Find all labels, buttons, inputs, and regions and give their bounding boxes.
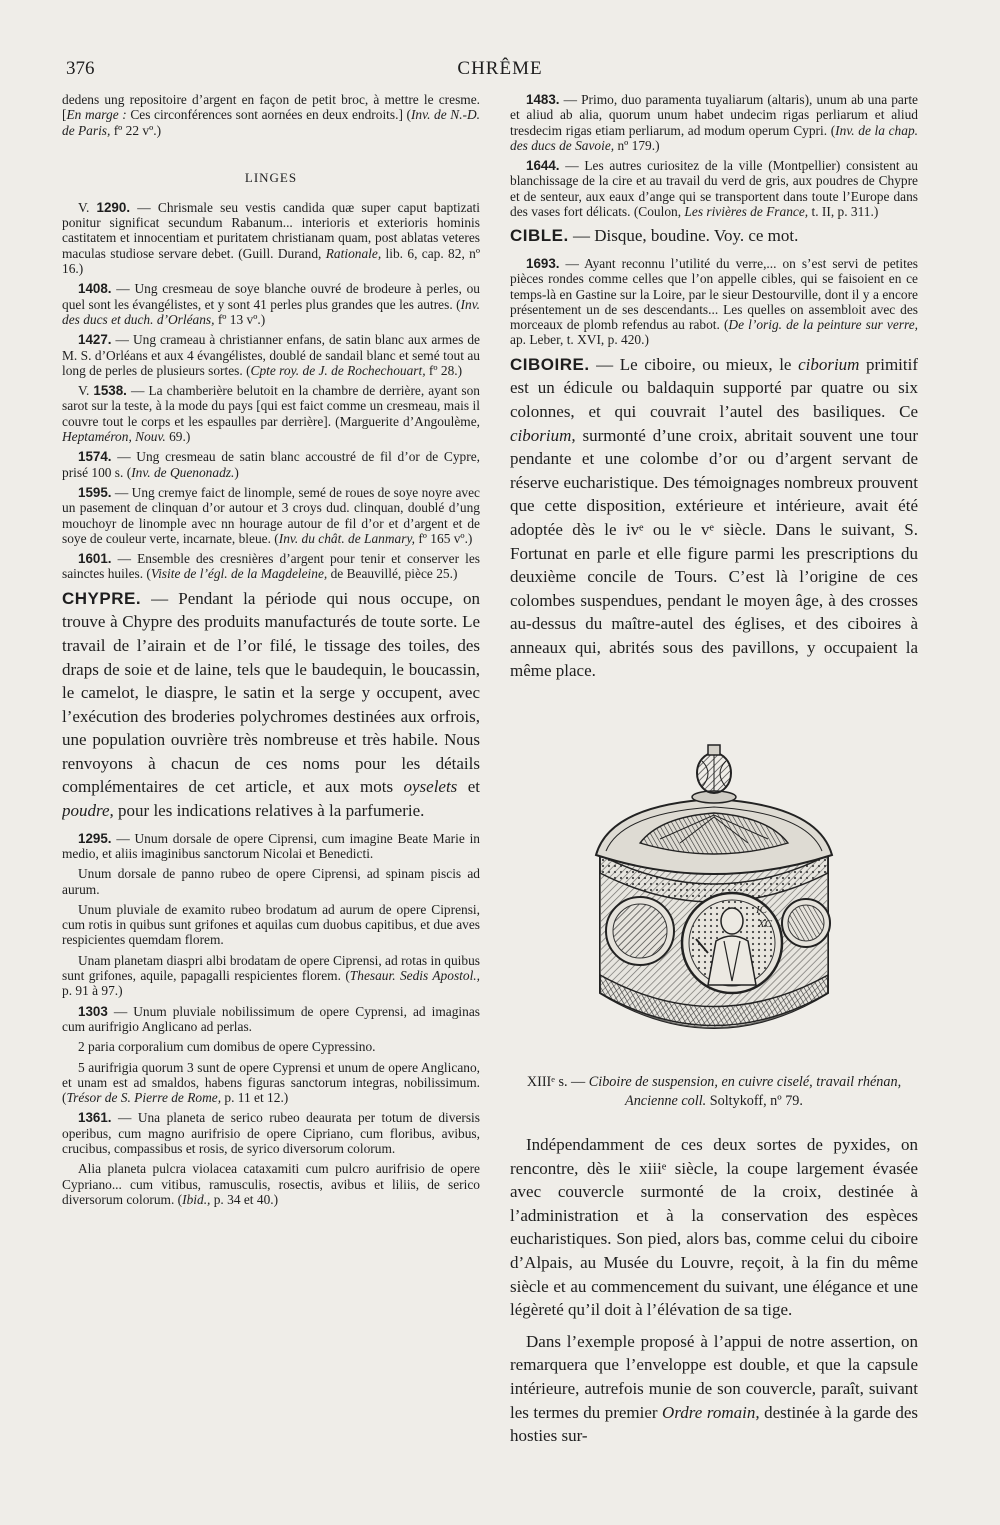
entry-1595: 1595. — Ung cremye faict de linomple, semé de roues de soye noyre avec un pasement de clinquan d’or autour et 3 croys dud. clinquan, doublé d’ung mouchoyr de linomple avec nn hourage autour de fil d’or et d’argent et de soye de couleur verte, incarnate, bleue. (Inv. du chât. de Lanmary, fº 165 vº.) bbox=[62, 484, 480, 546]
running-title: CHRÊME bbox=[457, 58, 543, 79]
entry-1295-item: Unam planetam diaspri albi brodatam de opere Ciprensi, ad rotas in quibus sunt grifones, aquile, papagalli respicientes florem. (Thesaur. Sedis Apostol., p. 91 à 97.) bbox=[62, 952, 480, 999]
entry-number: 1427. bbox=[78, 332, 112, 348]
entry-1644: 1644. — Les autres curiositez de la ville (Montpellier) consistent au blanchissage de la cire et au travail du verd de gris, aux poudres de Chypre et de senteur, aux eaux d’ange qui se transportent dans toute l’Europe dans des vases fort délicats. (Coulon, Les rivières de France, t. II, p. 311.) bbox=[510, 158, 918, 220]
entry-1483: 1483. — Primo, duo paramenta tuyaliarum (altaris), unum ab una parte et aliud ab alia, quorum unum habet undecim rigas perliarum et aliud tresdecim rigas etiam perliarum, ad modum operum Cypri. (Inv. de la chap. des ducs de Savoie, nº 179.) bbox=[510, 92, 918, 153]
entry-number: 1601. bbox=[78, 551, 112, 567]
entry-1295-item: Unum dorsale de panno rubeo de opere Ciprensi, ad spinam piscis ad aurum. bbox=[62, 866, 480, 897]
right-column bbox=[510, 92, 918, 1502]
headword-chypre: CHYPRE. bbox=[62, 588, 142, 608]
headword-ciboire: CIBOIRE. bbox=[510, 354, 590, 374]
entry-1408: 1408. — Ung cresmeau de soye blanche ouvré de brodeure à perles, ou quel sont les évangélistes, et y sont 41 perles plus grandes que les autres. (Inv. des ducs et duch. d’Orléans, fº 13 vº.) bbox=[62, 281, 480, 327]
ciborium-illustration bbox=[510, 743, 918, 1073]
entry-number: 1295. bbox=[78, 830, 112, 846]
entry-1303: 1303 — Unum pluviale nobilissimum de opere Cyprensi, ad imaginas cum aurifrigio Anglicano ad perlas. bbox=[62, 1003, 480, 1034]
entry-1693: 1693. — Ayant reconnu l’utilité du verre,... on s’est servi de petites pièces rondes comme celles que l’on appelle cibles, qui se faisoient en ce temps-là en Gastine sur la Loire, par le sieur Destourville, dont il y a encore présentement un de ses descendants... Les quelles on assembloit avec des morceaux de plomb refendus au rabot. (De l’orig. de la peinture sur verre, ap. Leber, t. XVI, p. 420.) bbox=[510, 255, 918, 348]
article-cible: CIBLE. — Disque, boudine. Voy. ce mot. bbox=[510, 226, 799, 246]
entry-1601: 1601. — Ensemble des cresnières d’argent pour tenir et conserver les sainctes huiles. (Visite de l’égl. de la Magdeleine, de Beauvillé, pièce 25.) bbox=[62, 551, 480, 582]
entry-number: 1303 bbox=[78, 1003, 108, 1019]
entry-1295: 1295. — Unum dorsale de opere Ciprensi, cum imagine Beate Marie in medio, et aliis imaginibus sanctorum Nicolai et Benedicti. bbox=[62, 830, 480, 861]
headword-cible: CIBLE. bbox=[510, 226, 569, 246]
entry-1574: 1574. — Ung cresmeau de satin blanc accoustré de fil d’or de Cypre, prisé 100 s. (Inv. de Quenonadz.) bbox=[62, 449, 480, 480]
entry-number: 1538. bbox=[93, 383, 127, 399]
entry-1303-item: 5 aurifrigia quorum 3 sunt de opere Cyprensi et unum de opere Anglicano, et unam est ad smaldos, habens figuras sanctorum integras, nobilissimum. (Trésor de S. Pierre de Rome, p. 11 et 12.) bbox=[62, 1059, 480, 1106]
entry-1303-item: 2 paria corporalium cum domibus de opere Cypressino. bbox=[78, 1039, 376, 1055]
ciborium-engraving bbox=[510, 743, 918, 1073]
entry-1290: V. 1290. — Chrismale seu vestis candida quæ super caput baptizati ponitur significat secundum Rabanum... interioris et exterioris hominis castitatem et innocentiam et puritatem christianam quam, post ablatas veteres maculas studiose servare debet. (Guill. Durand, Rationale, lib. 6, cap. 82, nº 16.) bbox=[62, 199, 480, 277]
medallion-inscription-xc: XC bbox=[758, 918, 773, 931]
entry-1295-item: Unum pluviale de examito rubeo brodatum ad aurum de opere Ciprensi, cum rotis in quibus sunt grifones et aquilas cum duobus capitibus, et due aves respicientes quemdam florem. bbox=[62, 901, 480, 948]
medallion-inscription-ic: IC bbox=[756, 904, 767, 917]
paragraph-pyxides: Indépendamment de ces deux sortes de pyxides, on rencontre, dès le xiiiᵉ siècle, la coupe largement évasée avec couvercle surmonté de la croix, destinée à l’administration et à la conservation des espèces eucharistiques. Son pied, alors bas, comme celui du ciboire d’Alpais, au Musée du Louvre, reçoit, à la fin du même siècle et au commencement du suivant, une élégance et une légèreté qu’il doit à l’élévation de sa tige. bbox=[510, 1135, 918, 1320]
entry-number: 1574. bbox=[78, 449, 112, 465]
entry-number: 1483. bbox=[526, 92, 560, 107]
entry-number: 1644. bbox=[526, 158, 560, 174]
article-chypre: CHYPRE. — Pendant la période qui nous occupe, on trouve à Chypre des produits manufacturés de toute sorte. Le travail de l’airain et de l’or filé, le tissage des toiles, des draps de soie et de laine, tels que le baudequin, le boucassin, le camelot, le diaspre, le satin et la serge y occupent, avec l’exécution des broderies polychromes destinées aux orfrois, une population ouvrière très nombreuse et très habile. Nous renvoyons à chacun de ces noms pour les détails complémentaires de cet article, et aux mots oyselets et poudre, pour les indications relatives à la parfumerie. bbox=[62, 588, 480, 821]
entry-1538: V. 1538. — La chamberière belutoit en la chambre de derrière, ayant son sarot sur la teste, à la mode du pays [qui est faict comme un cresmeau, mais il couvre tout le corps et les espaulles par derrière]. (Marguerite d’Angoulème, Heptaméron, Nouv. 69.) bbox=[62, 383, 480, 445]
entry-number: 1361. bbox=[78, 1110, 112, 1126]
section-subheading: LINGES bbox=[244, 169, 298, 185]
paragraph-continuation: dedens ung repositoire d’argent en façon de petit broc, à mettre le cresme. [En marge : Ces circonférences sont aornées en deux endroits.] (Inv. de N.-D. de Paris, fº 22 vº.) bbox=[62, 92, 480, 138]
figure-caption: XIIIᵉ s. — Ciboire de suspension, en cuivre ciselé, travail rhénan, Ancienne coll. Soltykoff, nº 79. bbox=[526, 1074, 902, 1110]
entry-1361-item: Alia planeta pulcra violacea cataxamiti cum pulcro aurifrisio de opere Cypriano... cum vitibus, ramusculis, rosectis, avibus et liliis, de serico diversorum colorum. (Ibid., p. 34 et 40.) bbox=[62, 1161, 480, 1207]
page-number: 376 bbox=[66, 58, 95, 79]
entry-number: 1595. bbox=[78, 484, 112, 500]
entry-number: 1408. bbox=[78, 281, 112, 297]
entry-number: 1693. bbox=[526, 255, 560, 271]
left-column bbox=[62, 92, 480, 1502]
entry-1427: 1427. — Ung crameau à christianner enfans, de satin blanc aux armes de M. S. d’Orléans et aux 4 évangélistes, doublé de sandail blanc et semé tout au long de perles de plusieurs sortes. (Cpte roy. de J. de Rochechouart, fº 28.) bbox=[62, 332, 480, 378]
paragraph-assertion: Dans l’exemple proposé à l’appui de notre assertion, on remarquera que l’enveloppe est double, et que la capsule intérieure, autrefois munie de son couvercle, paraît, suivant les termes du premier Ordre romain, destinée à la garde des hosties sur- bbox=[510, 1331, 918, 1446]
article-ciboire: CIBOIRE. — Le ciboire, ou mieux, le ciborium primitif est un édicule ou baldaquin supporté par quatre ou six colonnes, et qui couvrait l’autel des basiliques. Ce ciborium, surmonté d’une croix, abritait souvent une tour pendante et une colombe d’or ou d’argent servant de réserve eucharistique. Des témoignages nombreux prouvent que cette disposition, extérieure et intérieure, avait été adoptée dès le ivᵉ ou le vᵉ siècle. Dans le suivant, S. Fortunat en parle et elle figure parmi les prescriptions du deuxième concile de Tours. C’est là l’origine de ces colombes suspendues, pendant le moyen âge, à des crosses au-dessus du maître-autel des églises, et des ciboires à anneaux qui, abrités sous des pavillons, y occupaient la même place. bbox=[510, 354, 918, 681]
entry-number: 1290. bbox=[96, 199, 131, 215]
entry-1361: 1361. — Una planeta de serico rubeo deaurata per totum de diversis operibus, cum magno aurifrisio de opere Cipriano, cum floribus, avibus, crucibus, compassibus et rosis, de syrico diversorum colorum. bbox=[62, 1110, 480, 1156]
